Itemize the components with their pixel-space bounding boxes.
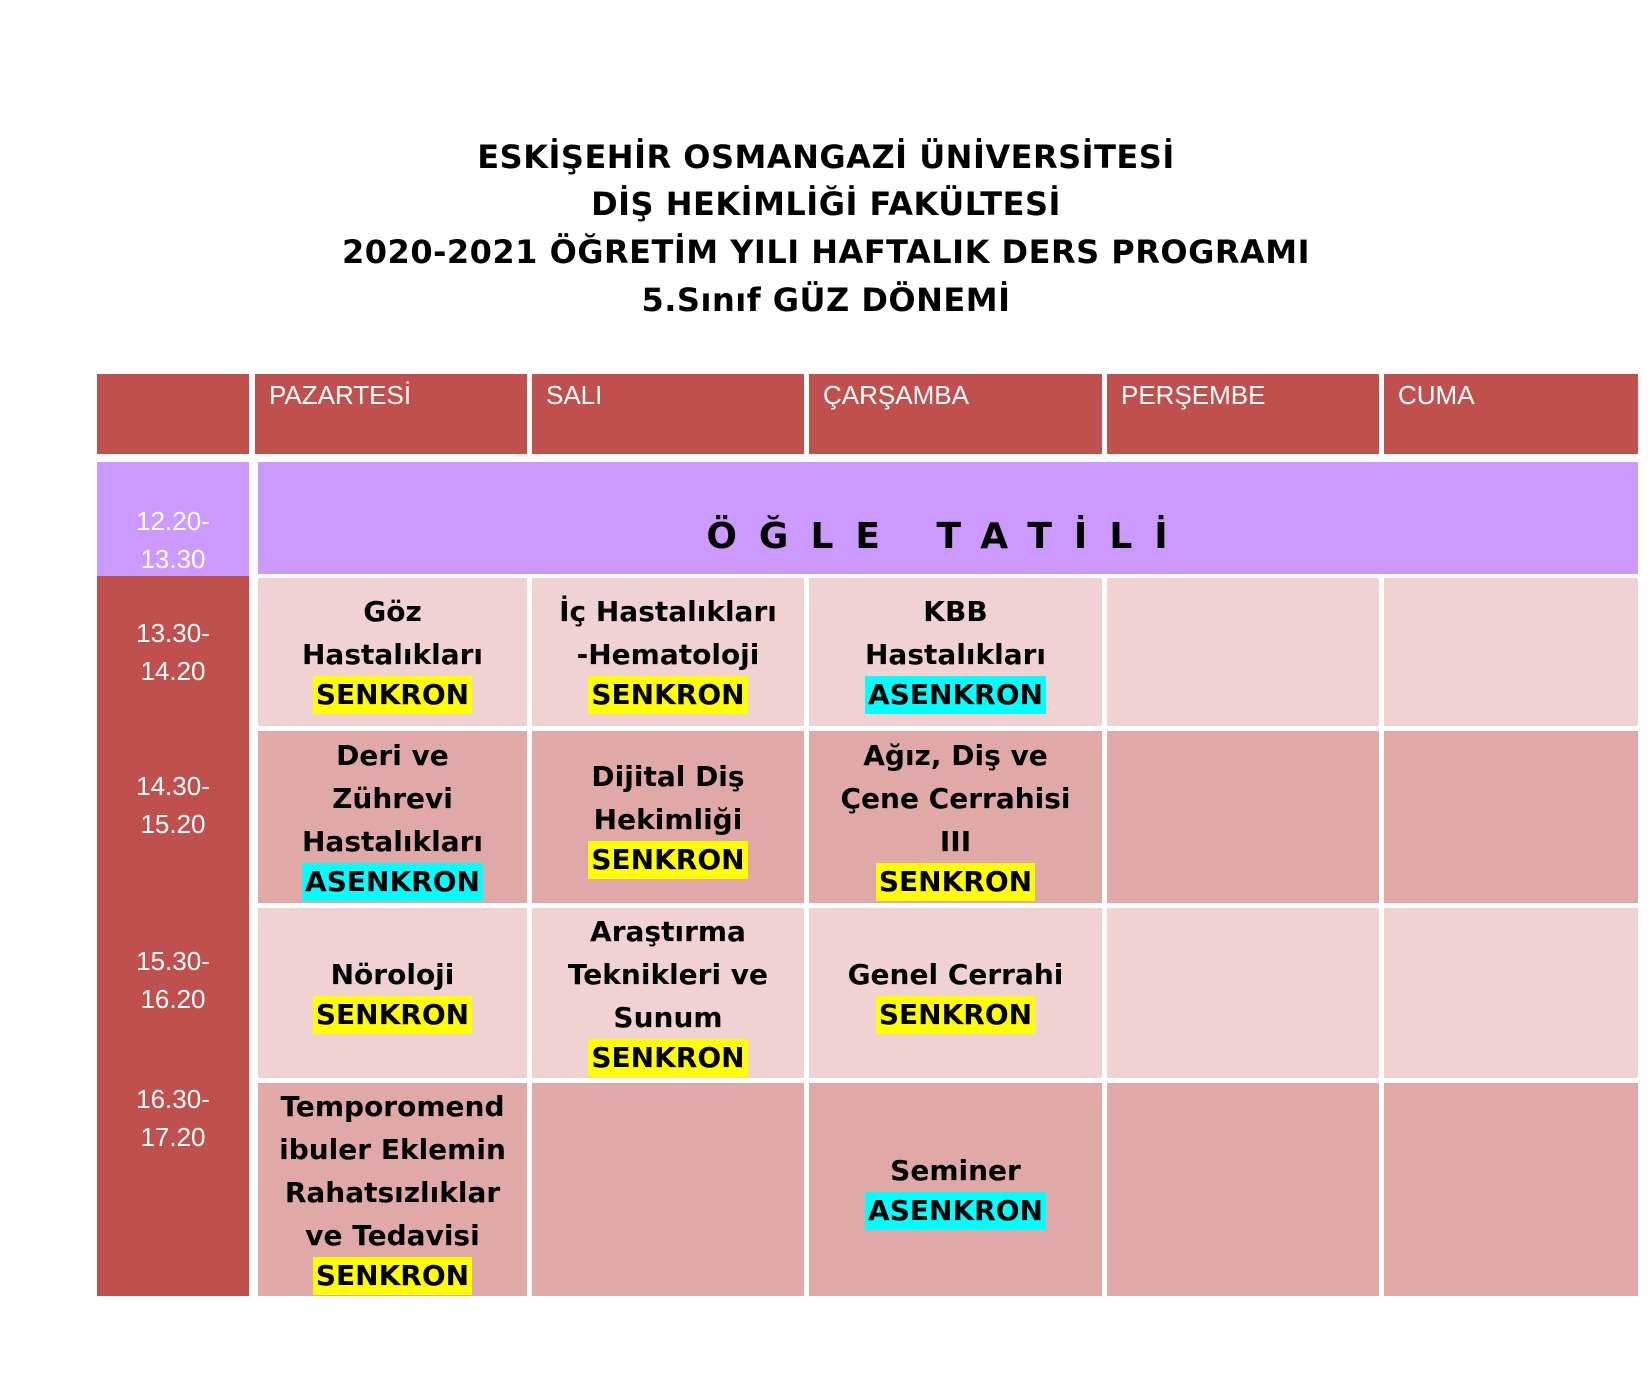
course-cell-r3-monday bbox=[258, 908, 527, 1078]
course-cell-r1-tuesday bbox=[532, 578, 804, 726]
header-day-friday: CUMA bbox=[1384, 374, 1638, 454]
course-name-line: -Hematoloji bbox=[576, 638, 760, 671]
delivery-mode-badge: ASENKRON bbox=[865, 676, 1046, 714]
course-cell-r1-thursday bbox=[1107, 578, 1379, 726]
header-day-monday: PAZARTESİ bbox=[255, 374, 527, 454]
delivery-mode-badge: SENKRON bbox=[588, 676, 747, 714]
time-slot-4-start: 16.30- bbox=[136, 1084, 210, 1114]
delivery-mode-badge: SENKRON bbox=[876, 996, 1035, 1034]
course-name-line: Seminer bbox=[890, 1154, 1021, 1187]
course-name-line: Hastalıkları bbox=[302, 824, 483, 858]
header-corner-cell bbox=[97, 374, 249, 454]
course-cell-r2-friday bbox=[1384, 731, 1638, 903]
course-name-line: Araştırma bbox=[590, 914, 746, 948]
course-name-line: Hastalıkları bbox=[865, 638, 1046, 671]
delivery-mode-badge: SENKRON bbox=[313, 1257, 472, 1295]
course-cell-r1-friday bbox=[1384, 578, 1638, 726]
time-slot-2-end: 15.20 bbox=[140, 809, 206, 839]
delivery-mode-badge: SENKRON bbox=[313, 676, 472, 714]
delivery-mode-badge: ASENKRON bbox=[302, 863, 483, 901]
delivery-mode-badge: ASENKRON bbox=[865, 1192, 1046, 1230]
course-cell-r3-thursday bbox=[1107, 908, 1379, 1078]
course-name-line: Deri ve bbox=[336, 738, 449, 772]
time-slot-3 bbox=[97, 942, 249, 1022]
course-cell-r1-monday bbox=[258, 578, 527, 726]
course-name-line: Hekimliği bbox=[593, 803, 743, 836]
course-cell-r3-friday bbox=[1384, 908, 1638, 1078]
course-name-line: Hastalıkları bbox=[302, 638, 483, 671]
course-name-line: Dijital Diş bbox=[591, 760, 745, 793]
course-name-line: İç Hastalıkları bbox=[559, 595, 777, 628]
header-day-tuesday: SALI bbox=[532, 374, 804, 454]
course-name-line: ve Tedavisi bbox=[305, 1218, 480, 1252]
course-cell-r3-tuesday bbox=[532, 908, 804, 1078]
time-slot-4 bbox=[97, 1080, 249, 1160]
course-name-line: Ağız, Diş ve bbox=[863, 738, 1048, 772]
course-name-line: Teknikleri ve bbox=[567, 957, 769, 991]
course-cell-r4-monday bbox=[258, 1083, 527, 1296]
course-name-line: ibuler Eklemin bbox=[279, 1132, 506, 1166]
course-cell-r4-tuesday bbox=[532, 1083, 804, 1296]
delivery-mode-badge: SENKRON bbox=[876, 863, 1035, 901]
time-slot-1-end: 14.20 bbox=[140, 656, 206, 686]
course-name-line: KBB bbox=[923, 595, 988, 628]
course-name-line: Rahatsızlıklar bbox=[284, 1175, 501, 1209]
title-program: 2020-2021 ÖĞRETİM YILI HAFTALIK DERS PROGRAMI bbox=[342, 233, 1310, 271]
course-cell-r2-thursday bbox=[1107, 731, 1379, 903]
time-lunch bbox=[97, 462, 249, 576]
course-cell-r4-friday bbox=[1384, 1083, 1638, 1296]
course-name-line: Çene Cerrahisi bbox=[840, 781, 1071, 815]
course-name-line: III bbox=[939, 824, 972, 858]
time-slot-3-start: 15.30- bbox=[136, 946, 210, 976]
delivery-mode-badge: SENKRON bbox=[588, 1039, 747, 1077]
lunch-break-banner bbox=[258, 462, 1638, 574]
time-slot-1 bbox=[97, 614, 249, 694]
course-name-line: Zührevi bbox=[332, 781, 453, 815]
course-name-line: Nöroloji bbox=[330, 957, 455, 991]
title-term: 5.Sınıf GÜZ DÖNEMİ bbox=[641, 281, 1011, 319]
delivery-mode-badge: SENKRON bbox=[588, 841, 747, 879]
delivery-mode-badge: SENKRON bbox=[313, 996, 472, 1034]
time-slot-4-end: 17.20 bbox=[140, 1122, 206, 1152]
course-name-line: Temporomend bbox=[280, 1089, 505, 1123]
course-name-line: Genel Cerrahi bbox=[847, 957, 1064, 991]
header-day-wednesday: ÇARŞAMBA bbox=[809, 374, 1102, 454]
time-slot-1-start: 13.30- bbox=[136, 618, 210, 648]
course-name-line: Sunum bbox=[613, 1000, 723, 1034]
course-name-line: Göz bbox=[363, 595, 422, 628]
time-slot-2 bbox=[97, 767, 249, 847]
title-faculty: DİŞ HEKİMLİĞİ FAKÜLTESİ bbox=[591, 185, 1061, 223]
course-cell-r1-wednesday bbox=[809, 578, 1102, 726]
title-university: ESKİŞEHİR OSMANGAZİ ÜNİVERSİTESİ bbox=[477, 138, 1175, 176]
course-cell-r2-wednesday bbox=[809, 731, 1102, 903]
course-cell-r2-monday bbox=[258, 731, 527, 903]
time-slot-3-end: 16.20 bbox=[140, 984, 206, 1014]
course-cell-r2-tuesday bbox=[532, 731, 804, 903]
time-slot-2-start: 14.30- bbox=[136, 771, 210, 801]
course-cell-r4-thursday bbox=[1107, 1083, 1379, 1296]
time-lunch-start: 12.20- bbox=[136, 506, 210, 536]
course-cell-r3-wednesday bbox=[809, 908, 1102, 1078]
time-lunch-end: 13.30 bbox=[140, 544, 206, 574]
lunch-break-label: ÖĞLE TATİLİ bbox=[706, 516, 1190, 557]
header-day-thursday: PERŞEMBE bbox=[1107, 374, 1379, 454]
course-cell-r4-wednesday bbox=[809, 1083, 1102, 1296]
